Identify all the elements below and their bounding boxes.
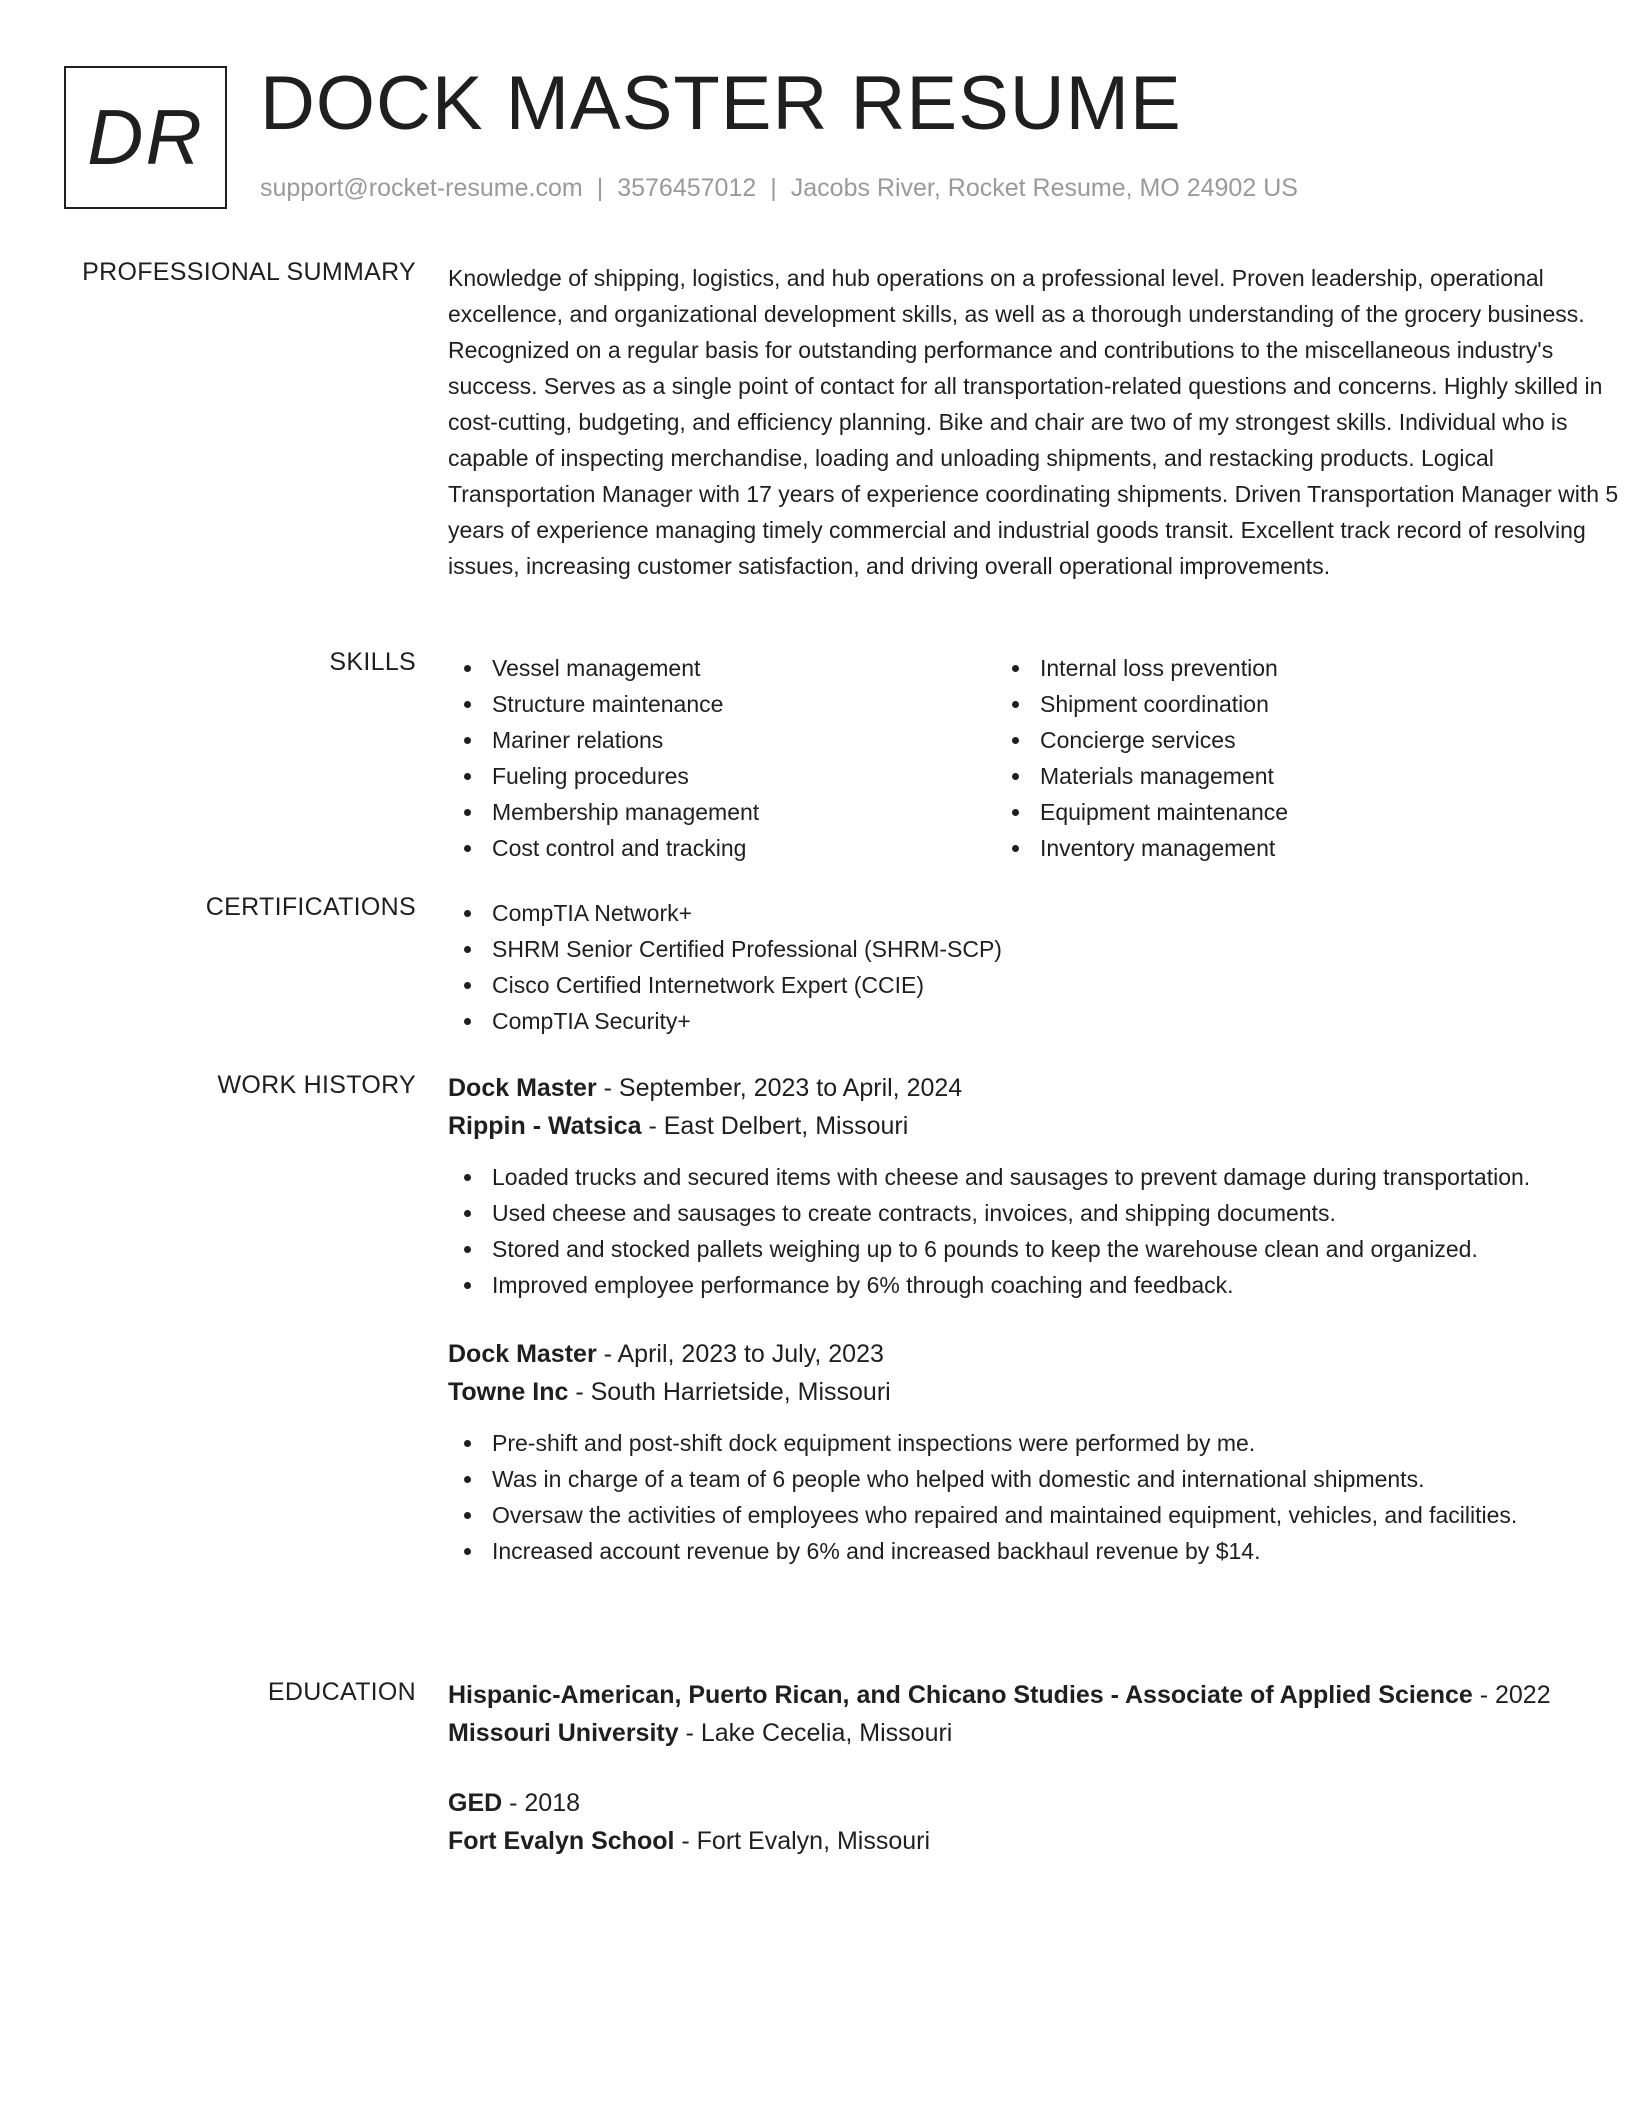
list-item: SHRM Senior Certified Professional (SHRM-SCP): [448, 931, 1628, 967]
job-entry: [448, 1335, 1628, 1569]
job-duties-list: [448, 1159, 1628, 1303]
list-item: Vessel management: [448, 650, 996, 686]
job-duties-list: [448, 1425, 1628, 1569]
contact-separator: |: [770, 174, 777, 202]
contact-address: Jacobs River, Rocket Resume, MO 24902 US: [790, 174, 1298, 202]
work-history-heading: WORK HISTORY: [217, 1071, 416, 1099]
work-history-body: [448, 1069, 1628, 1569]
list-item: Equipment maintenance: [996, 794, 1544, 830]
education-school: Fort Evalyn School: [448, 1827, 675, 1855]
contact-line: [260, 174, 1298, 203]
contact-separator: |: [596, 174, 604, 202]
list-item: Materials management: [996, 758, 1544, 794]
job-title-line: [448, 1335, 1628, 1373]
job-location: - East Delbert, Missouri: [641, 1112, 909, 1140]
education-degree: Hispanic-American, Puerto Rican, and Chicano Studies - Associate of Applied Science: [448, 1681, 1473, 1709]
list-item: CompTIA Security+: [448, 1003, 1628, 1039]
job-dates: - April, 2023 to July, 2023: [596, 1340, 884, 1368]
job-company-line: [448, 1107, 1628, 1145]
skills-list-left: [448, 650, 996, 866]
list-item: Internal loss prevention: [996, 650, 1544, 686]
job-title: Dock Master: [448, 1340, 597, 1368]
list-item: Inventory management: [996, 830, 1544, 866]
list-item: Pre-shift and post-shift dock equipment inspections were performed by me.: [448, 1425, 1628, 1461]
education-school-line: [448, 1822, 1628, 1860]
skills-list-right: [996, 650, 1544, 866]
education-school-line: [448, 1714, 1628, 1752]
list-item: Loaded trucks and secured items with cheese and sausages to prevent damage during transportation.: [448, 1159, 1628, 1195]
summary-body: [448, 260, 1628, 584]
resume-header: [64, 61, 1568, 210]
summary-text: Knowledge of shipping, logistics, and hub operations on a professional level. Proven leadership, operational excellence, and organizational development skills, as well as a thorough understanding of the grocery business. Recognized on a regular basis for outstanding performance and contributions to the miscellaneous industry's success. Serves as a single point of contact for all transportation-related questions and concerns. Highly skilled in cost-cutting, budgeting, and efficiency planning. Bike and chair are two of my strongest skills. Individual who is capable of inspecting merchandise, loading and unloading shipments, and restacking products. Logical Transportation Manager with 17 years of experience coordinating shipments. Driven Transportation Manager with 5 years of experience managing timely commercial and industrial goods transit. Excellent track record of resolving issues, increasing customer satisfaction, and driving overall operational improvements.: [448, 265, 1619, 579]
list-item: Membership management: [448, 794, 996, 830]
list-item: Cisco Certified Internetwork Expert (CCIE): [448, 967, 1628, 1003]
list-item: Improved employee performance by 6% through coaching and feedback.: [448, 1267, 1628, 1303]
education-degree: GED: [448, 1789, 503, 1817]
certifications-heading: CERTIFICATIONS: [205, 893, 416, 921]
skills-body: [448, 650, 1628, 866]
skills-heading: SKILLS: [329, 648, 416, 676]
education-school: Missouri University: [448, 1719, 679, 1747]
education-entry: [448, 1784, 1628, 1860]
list-item: Structure maintenance: [448, 686, 996, 722]
list-item: Fueling procedures: [448, 758, 996, 794]
skills-grid: [448, 650, 1628, 866]
education-year: - 2022: [1472, 1681, 1551, 1709]
list-item: Increased account revenue by 6% and increased backhaul revenue by $14.: [448, 1533, 1628, 1569]
list-item: Concierge services: [996, 722, 1544, 758]
education-heading: EDUCATION: [267, 1678, 416, 1706]
job-location: - South Harrietside, Missouri: [568, 1378, 891, 1406]
certifications-list: [448, 895, 1628, 1039]
summary-heading: PROFESSIONAL SUMMARY: [82, 258, 416, 286]
list-item: Shipment coordination: [996, 686, 1544, 722]
page-title: DOCK MASTER RESUME: [260, 61, 1182, 146]
monogram-box: DR: [64, 66, 227, 209]
job-dates: - September, 2023 to April, 2024: [596, 1074, 963, 1102]
education-year: - 2018: [502, 1789, 581, 1817]
education-body: [448, 1676, 1628, 1860]
list-item: Was in charge of a team of 6 people who helped with domestic and international shipments.: [448, 1461, 1628, 1497]
list-item: Mariner relations: [448, 722, 996, 758]
contact-phone[interactable]: 3576457012: [617, 174, 757, 202]
list-item: Cost control and tracking: [448, 830, 996, 866]
list-item: Used cheese and sausages to create contracts, invoices, and shipping documents.: [448, 1195, 1628, 1231]
contact-email[interactable]: support@rocket-resume.com: [260, 174, 583, 202]
certifications-body: [448, 895, 1628, 1039]
job-title-line: [448, 1069, 1628, 1107]
list-item: Oversaw the activities of employees who repaired and maintained equipment, vehicles, and facilities.: [448, 1497, 1628, 1533]
job-company-line: [448, 1373, 1628, 1411]
job-company: Towne Inc: [448, 1378, 569, 1406]
education-entry: [448, 1676, 1628, 1752]
job-company: Rippin - Watsica: [448, 1112, 642, 1140]
education-degree-line: [448, 1676, 1628, 1714]
education-location: - Lake Cecelia, Missouri: [678, 1719, 953, 1747]
education-location: - Fort Evalyn, Missouri: [674, 1827, 931, 1855]
list-item: Stored and stocked pallets weighing up to 6 pounds to keep the warehouse clean and organized.: [448, 1231, 1628, 1267]
list-item: CompTIA Network+: [448, 895, 1628, 931]
education-degree-line: [448, 1784, 1628, 1822]
job-title: Dock Master: [448, 1074, 597, 1102]
job-entry: [448, 1069, 1628, 1303]
